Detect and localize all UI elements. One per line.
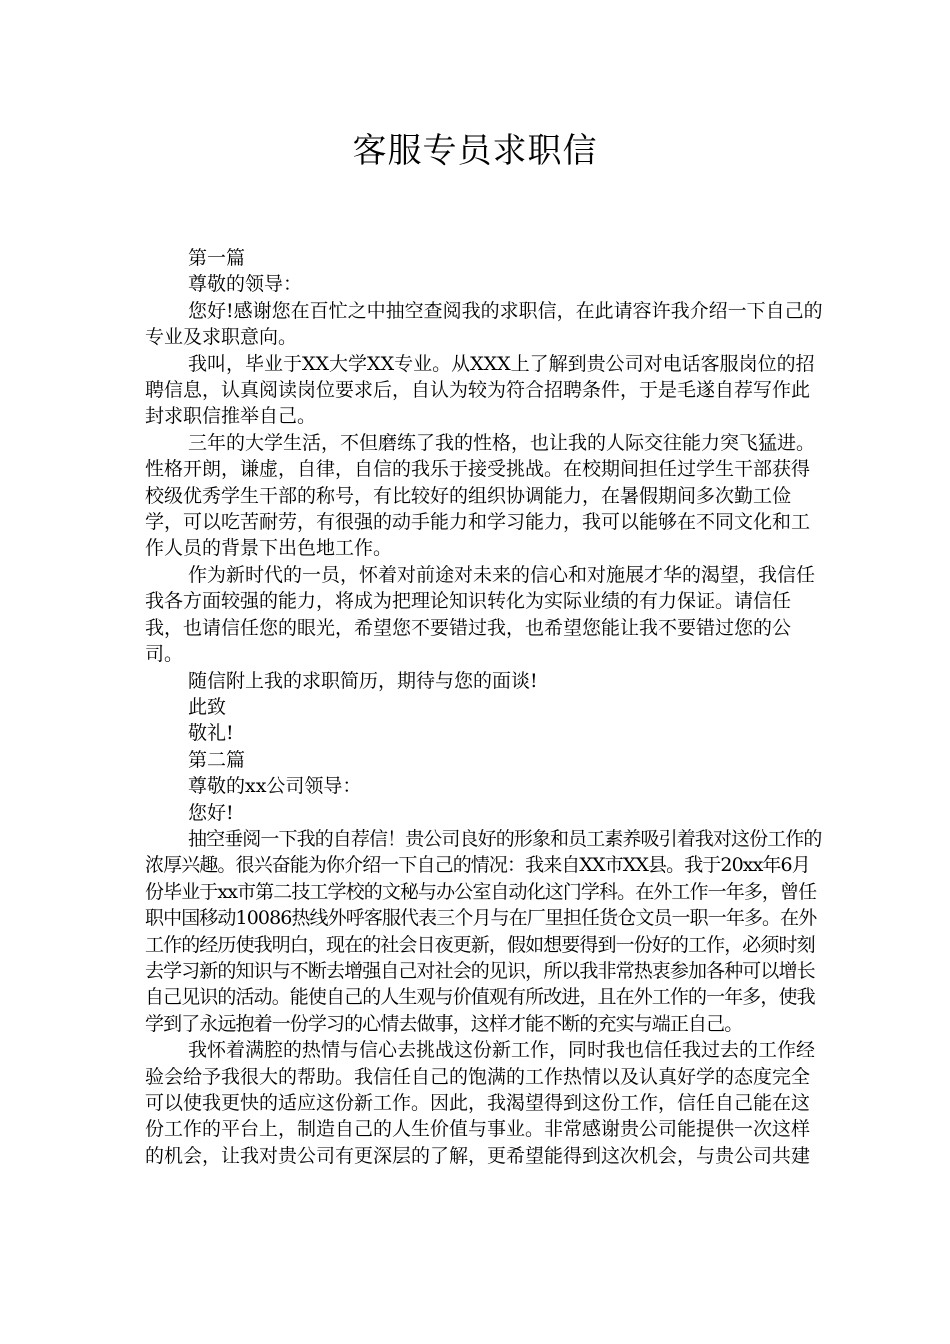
salutation-2: 尊敬的xx公司领导： (188, 775, 362, 798)
paragraph-intro: 您好!感谢您在百忙之中抽空查阅我的求职信，在此请容许我介绍一下自己的专业及求职意向。 (145, 299, 823, 349)
greeting-2: 您好! (188, 801, 234, 824)
section-heading-1: 第一篇 (188, 247, 246, 269)
paragraph-university: 三年的大学生活，不但磨练了我的性格，也让我的人际交往能力突飞猛进。性格开朗，谦虚，自律，自信的我乐于接受挑战。在校期间担任过学生干部获得校级优秀学生干部的称号，有比较好的组织协调能力，在暑假期间多次勤工俭学，可以吃苦耐劳，有很强的动手能力和学习能力，我可以能够在不同文化和工作人员的背景下出色地工作。 (145, 431, 816, 560)
paragraph-motivation: 我怀着满腔的热情与信心去挑战这份新工作，同时我也信任我过去的工作经验会给予我很大的帮助。我信任自己的饱满的工作热情以及认真好学的态度完全可以使我更快的适应这份新工作。因此，我渴望得到这份工作，信任自己能在这份工作的平台上，制造自己的人生价值与事业。非常感谢贵公司能提供一次这样的机会，让我对贵公司有更深层的了解，更希望能得到这次机会，与贵公司共建 (145, 1039, 816, 1167)
paragraph-ambition: 作为新时代的一员，怀着对前途对未来的信心和对施展才华的渴望，我信任我各方面较强的能力，将成为把理论知识转化为实际业绩的有力保证。请信任我，也请信任您的眼光，希望您不要错过我，也希望您能让我不要错过您的公司。 (145, 563, 816, 666)
document-title: 客服专员求职信 (352, 131, 598, 171)
paragraph-background: 我叫，毕业于XX大学XX专业。从XXX上了解到贵公司对电话客服岗位的招聘信息，认真阅读岗位要求后，自认为较为符合招聘条件，于是毛遂自荐写作此封求职信推举自己。 (145, 352, 815, 428)
section-heading-2: 第二篇 (188, 748, 246, 771)
closing-cizhi: 此致 (188, 695, 227, 718)
salutation-1: 尊敬的领导： (188, 273, 303, 296)
document-body (145, 245, 825, 1169)
closing-jingli: 敬礼! (188, 722, 234, 745)
paragraph-resume-note: 随信附上我的求职简历，期待与您的面谈! (188, 669, 538, 692)
paragraph-experience: 抽空垂阅一下我的自荐信！贵公司良好的形象和员工素养吸引着我对这份工作的浓厚兴趣。很兴奋能为你介绍一下自己的情况：我来自XX市XX县。我于20xx年6月份毕业于xx市第二技工学校的文秘与办公室自动化这门学科。在外工作一年多，曾任职中国移动10086热线外呼客服代表三个月与在厂里担任货仓文员一职一年多。在外工作的经历使我明白，现在的社会日夜更新，假如想要得到一份好的工作，必须时刻去学习新的知识与不断去增强自己对社会的见识，所以我非常热衷参加各种可以增长自己见识的活动。能使自己的人生观与价值观有所改进，且在外工作的一年多，使我学到了永远抱着一份学习的心情去做事，这样才能不断的充实与端正自己。 (145, 827, 822, 1035)
